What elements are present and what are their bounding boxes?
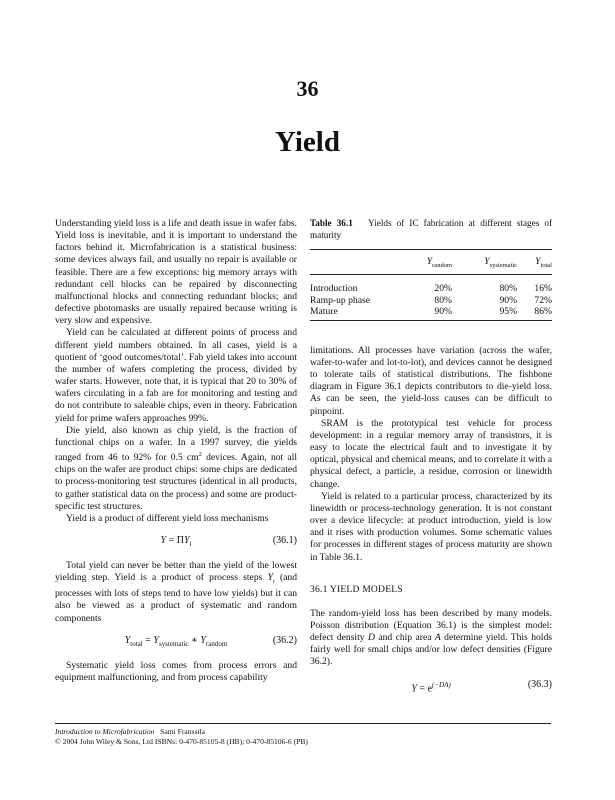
table-cell: 86% xyxy=(517,306,552,320)
paragraph-yield-product: Yield is a product of different yield loss mechanisms xyxy=(66,512,269,524)
eq-operator: = xyxy=(142,634,154,646)
paragraph-yield-models xyxy=(310,608,552,669)
paragraph-die-yield xyxy=(55,425,297,513)
eq-operator: = e xyxy=(416,682,432,694)
eq-var: Y xyxy=(183,535,190,547)
equation-36-1 xyxy=(55,533,297,551)
table-header-empty xyxy=(310,250,402,275)
equation-36-2 xyxy=(55,633,297,651)
yield-table xyxy=(310,249,552,321)
section-heading: 36.1 YIELD MODELS xyxy=(310,583,403,595)
table-cell: 16% xyxy=(534,283,552,295)
table-cell: 20% xyxy=(434,283,452,295)
eq-var: Y xyxy=(411,682,417,694)
paragraph-intro: Understanding yield loss is a life and death issue in wafer fabs. Yield loss is inevitable, and it is important to understand the factors behind it. Microfabrication is a statistical business: some devices always fail, and usually no repair is available or feasible. There are a few exceptions: big memory arrays with redundant cell blocks can be repaired by disconnecting malfunctional blocks and connecting redundant blocks; and defective photomasks are usually repaired because writing is very slow and expensive. xyxy=(55,218,297,327)
text: devices. Again, not all chips on the wafer are product chips: some chips are dedicated to process-monitoring test structures (identical in all products, to gather statistical data on the process) and some are product-specific test structures. xyxy=(55,452,297,512)
eq-var: Y xyxy=(160,535,167,547)
table-label: Table 36.1 xyxy=(310,218,353,228)
paragraph-sram: SRAM is the prototypical test vehicle for process development: in a regular memory array of transistors, it is easy to locate the electrical fault and to investigate it by optical, physical and chemical means, and to correlate it with a physical defect, a particle, a residue, corrosion or linewidth change. xyxy=(310,417,552,490)
footer-line-1 xyxy=(55,727,308,737)
table-header-total xyxy=(517,250,552,275)
table-header-systematic xyxy=(452,250,517,275)
eq-subscript: systematic xyxy=(158,639,189,648)
text: (and processes with lots of steps tend to have low yields) but it can also be viewed as a product of systematic and random components xyxy=(55,572,297,624)
header-var: Y xyxy=(535,256,541,267)
footer xyxy=(55,727,308,747)
eq-exponent: (−DA) xyxy=(431,680,451,689)
chapter-number: 36 xyxy=(296,76,319,101)
footer-author: Sami Franssila xyxy=(160,727,206,736)
equation-number: (36.3) xyxy=(527,678,552,690)
header-sub: random xyxy=(432,261,452,269)
text: Die yield, also known as chip yield, is the fraction of functional chips on a wafer. In a 1997 survey, die yields ranged from 46 to 92% for 0.5 cm xyxy=(55,424,297,464)
footer-copyright: © 2004 John Wiley & Sons, Ltd ISBNs: 0-470-85105-8 (HB); 0-470-85106-6 (PB) xyxy=(55,737,308,746)
superscript: 2 xyxy=(198,450,202,458)
right-column xyxy=(310,218,552,704)
table-cell-stage: Mature xyxy=(310,306,402,320)
table-row xyxy=(310,275,552,295)
footer-divider xyxy=(55,723,551,724)
header-sub: total xyxy=(540,261,552,269)
inline-subscript: i xyxy=(272,578,275,586)
table-cell-stage: Introduction xyxy=(310,283,358,295)
paragraph-limitations: limitations. All processes have variation (across the wafer, wafer-to-wafer and lot-to-lot), and devices cannot be designed to tolerate tails of statistical distributions. The fishbone diagram in Figure 36.1 depicts contributors to die-yield loss. As can be seen, the yield-loss causes can be difficult to pinpoint. xyxy=(310,344,552,417)
equation-number: (36.2) xyxy=(272,634,297,646)
table-row xyxy=(310,306,552,320)
paragraph-total-yield xyxy=(55,560,297,625)
table-cell: 95% xyxy=(452,306,517,320)
paragraph-process-yield: Yield is related to a particular process, characterized by its linewidth or process-technology generation. It is not constant over a device lifecycle: at product introduction, yield is low and it rises with production volumes. Some schematic values for processes in different stages of process maturity are shown in Table 36.1. xyxy=(310,490,552,563)
equation-number: (36.1) xyxy=(272,535,297,547)
table-caption xyxy=(310,218,552,241)
equation-expression xyxy=(55,635,297,650)
footer-book-title: Introduction to Microfabrication xyxy=(55,727,155,736)
chapter-title: Yield xyxy=(275,126,340,158)
table-cell: 80% xyxy=(499,283,518,295)
eq-var: Y xyxy=(124,634,131,646)
text: determine yield. This holds fairly well for small chips and/or low defect densities (Figure 36.2). xyxy=(310,632,552,668)
eq-subscript: total xyxy=(130,639,143,648)
paragraph-yield-calculation: Yield can be calculated at different points of process and different yield numbers obtained. In all cases, yield is a quotient of ‘good outcomes/total’. Fab yield takes into account the number of wafers completing the process, divided by wafer starts. However, note that, it is typical that 20 to 30% of wafers circulating in a fab are for monitoring and testing and do not contribute to saleable chips, even in theory. Fabrication yield for prime wafers approaches 99%. xyxy=(55,327,297,424)
table-caption-text: Yields of IC fabrication at different stages of maturity xyxy=(310,218,553,240)
inline-var: D xyxy=(367,632,375,644)
equation-expression xyxy=(310,679,552,695)
table-header-random xyxy=(402,250,452,275)
table-cell: 72% xyxy=(534,294,552,306)
table-header-row xyxy=(310,250,552,275)
table-cell-stage: Ramp-up phase xyxy=(310,294,370,306)
table-cell: 90% xyxy=(499,294,518,306)
table-cell: 90% xyxy=(402,306,452,320)
eq-operator: = Π xyxy=(166,535,184,547)
eq-operator: ∗ xyxy=(188,634,201,646)
paragraph-systematic-loss: Systematic yield loss comes from process errors and equipment malfunctioning, and from process capability xyxy=(55,659,297,683)
header-sub: systematic xyxy=(489,261,518,269)
inline-var: Y xyxy=(267,572,273,584)
text: Total yield can never be better than the yield of the lowest yielding step. Yield is a product of process steps xyxy=(55,560,297,584)
equation-36-3 xyxy=(310,677,552,695)
table-row xyxy=(310,295,552,307)
inline-var: A xyxy=(434,632,441,644)
eq-var: Y xyxy=(200,634,206,646)
eq-subscript: random xyxy=(205,639,228,648)
equation-expression xyxy=(55,535,297,550)
header-var: Y xyxy=(426,256,433,267)
text: and chip area xyxy=(374,632,435,644)
eq-subscript: i xyxy=(189,540,192,549)
left-column xyxy=(55,218,297,684)
eq-var: Y xyxy=(153,634,159,646)
text: The random-yield loss has been described by many models. Poisson distribution (Equation 36.1) is the simplest model: defect density xyxy=(310,607,552,644)
header-var: Y xyxy=(484,256,490,267)
table-cell: 80% xyxy=(434,294,452,306)
